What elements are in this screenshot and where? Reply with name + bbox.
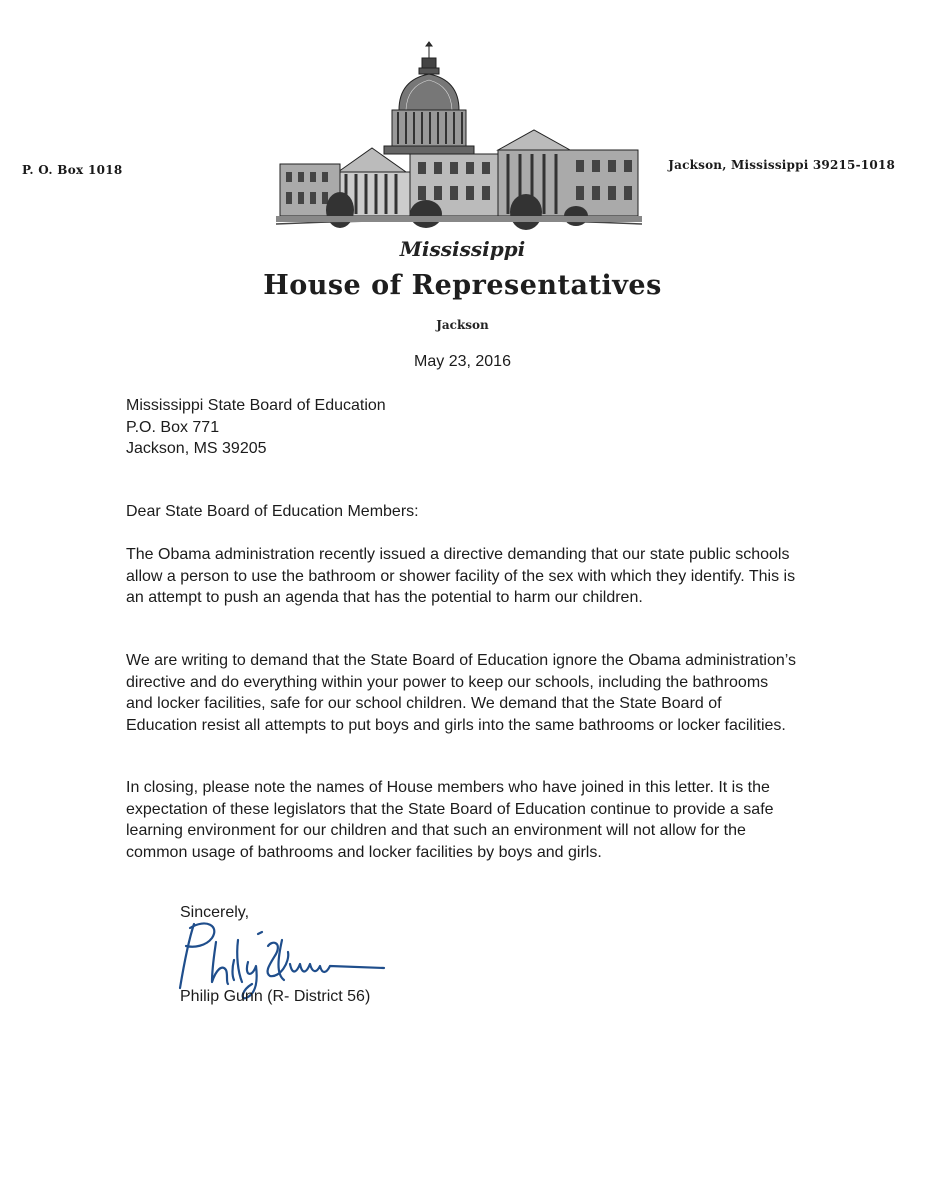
paragraph-1: The Obama administration recently issued a directive demanding that our state public schools allow a person to use the bathroom or shower facility of the sex with which they identify. This is an attempt to push an agenda that has the potential to harm our children. bbox=[126, 546, 796, 606]
signer-name: Philip Gunn (R- District 56) bbox=[180, 988, 371, 1005]
paragraph-2: We are writing to demand that the State Board of Education ignore the Obama administration’s directive and do everything within your power to keep our schools, including the bathrooms and locker facilities, safe for our school children. We demand that the State Board of Education resist all attempts to put boys and girls into the same bathrooms or locker facilities. bbox=[126, 652, 797, 734]
letterhead-chamber: House of Representatives bbox=[263, 270, 662, 301]
recipient-address bbox=[126, 395, 386, 460]
closing: Sincerely, bbox=[180, 904, 250, 921]
recipient-line-3: Jackson, MS 39205 bbox=[126, 440, 267, 457]
letter-date: May 23, 2016 bbox=[414, 353, 511, 370]
letterhead-po-box: P. O. Box 1018 bbox=[22, 163, 123, 177]
salutation: Dear State Board of Education Members: bbox=[126, 503, 419, 520]
capitol-building-icon bbox=[276, 40, 642, 230]
recipient-line-2: P.O. Box 771 bbox=[126, 418, 220, 436]
paragraph-3: In closing, please note the names of House members who have joined in this letter. It is the expectation of these legislators that the State Board of Education continue to provide a safe learning environment for our children and that such an environment will not allow for the common usage of bathrooms and locker facilities by boys and girls. bbox=[126, 779, 774, 861]
letterhead-state: Mississippi bbox=[399, 237, 526, 261]
letterhead-city: Jackson bbox=[436, 318, 489, 332]
recipient-line-1: Mississippi State Board of Education bbox=[126, 397, 386, 414]
letterhead-address: Jackson, Mississippi 39215-1018 bbox=[668, 158, 895, 172]
